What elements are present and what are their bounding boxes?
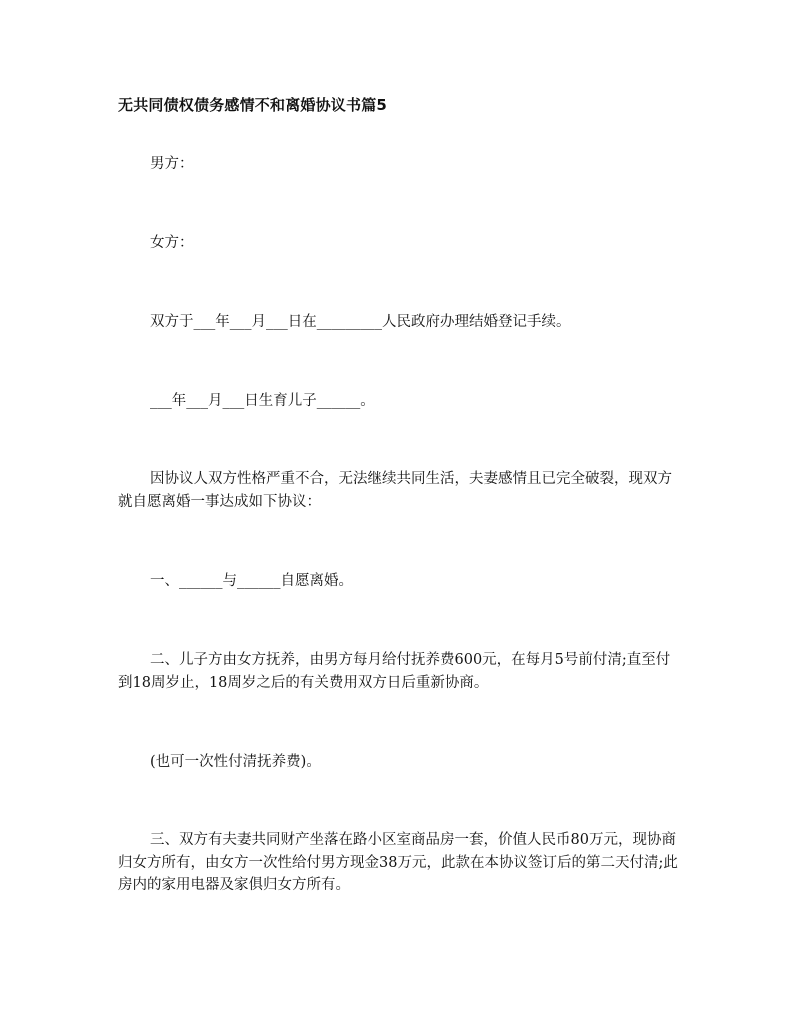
paragraph-female-party: 女方： xyxy=(150,235,194,251)
paragraph-child-birth: ___年___月___日生育儿子______。 xyxy=(150,393,375,409)
paragraph-divorce-reason: 因协议人双方性格严重不合，无法继续共同生活，夫妻感情且已完全破裂，现双方就自愿离婚一事达成如下协议： xyxy=(118,471,672,510)
paragraph-clause-3: 三、双方有夫妻共同财产坐落在路小区室商品房一套，价值人民币80万元，现协商归女方所有，由女方一次性给付男方现金38万元，此款在本协议签订后的第二天付清;此房内的家用电器及家俱归女方所有。 xyxy=(118,832,678,893)
paragraph-male-party: 男方： xyxy=(150,156,194,172)
paragraph-clause-2-note: (也可一次性付清抚养费)。 xyxy=(150,754,321,770)
document-title: 无共同债权债务感情不和离婚协议书篇5 xyxy=(118,96,388,114)
paragraph-clause-1: 一、______与______自愿离婚。 xyxy=(150,573,353,589)
paragraph-clause-2: 二、儿子方由女方抚养，由男方每月给付抚养费600元，在每月5号前付清;直至付到18周岁止，18周岁之后的有关费用双方日后重新协商。 xyxy=(118,652,671,691)
paragraph-marriage-registration: 双方于___年___月___日在_________人民政府办理结婚登记手续。 xyxy=(150,314,571,330)
